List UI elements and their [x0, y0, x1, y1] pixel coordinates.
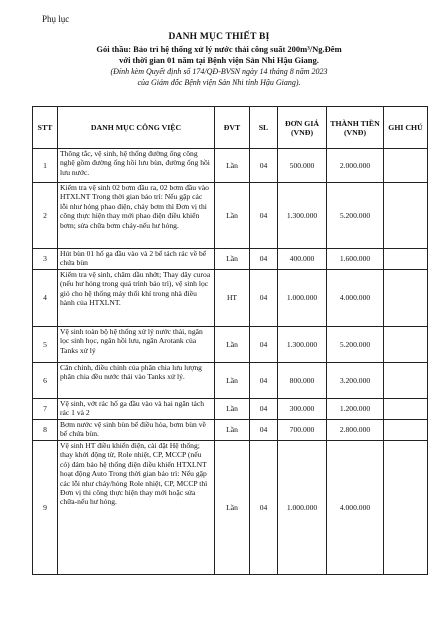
row-total: 4.000.000	[327, 441, 384, 575]
col-unit-header: ĐVT	[215, 107, 250, 149]
row-unit: Lần	[215, 399, 250, 420]
row-unit: Lần	[215, 183, 250, 249]
row-task: Hút bùn 01 hố ga đầu vào và 2 bể tách rác về bể chứa bùn	[58, 249, 215, 270]
table-row	[33, 420, 428, 441]
row-total: 1.200.000	[327, 399, 384, 420]
table-row	[33, 270, 428, 327]
row-unit-price: 800.000	[278, 363, 327, 399]
row-total: 2.000.000	[327, 149, 384, 183]
row-note	[384, 149, 428, 183]
row-note	[384, 270, 428, 327]
row-note	[384, 183, 428, 249]
col-stt-header: STT	[33, 107, 58, 149]
row-stt: 1	[33, 149, 58, 183]
appendix-label: Phụ lục	[42, 14, 70, 24]
row-stt: 2	[33, 183, 58, 249]
decision-line-2: của Giám đốc Bệnh viện Sản Nhi tỉnh Hậu Giang).	[137, 78, 301, 87]
row-stt: 5	[33, 327, 58, 363]
row-quantity: 04	[250, 183, 278, 249]
row-quantity: 04	[250, 270, 278, 327]
package-line-2: với thời gian 01 năm tại Bệnh viện Sản Nhi Hậu Giang.	[119, 55, 319, 65]
col-quantity-header: SL	[250, 107, 278, 149]
row-task: Vệ sinh HT điều khiển điện, cài đặt Hệ thống; thay khởi động từ, Role nhiệt, CP, MCCP (nếu có) đảm bảo hệ thống điện điều khiển HTXLNT hoạt động Auto Trong thời gian bảo trì: Nếu gặp các lỗi như cháy/hỏng Role nhiệt, CP, MCCP thì Đơn vị thi công thực hiện thay mới hoặc sửa chữa-nếu hư hỏng.	[58, 441, 215, 575]
row-total: 1.600.000	[327, 249, 384, 270]
row-unit-price: 1.300.000	[278, 183, 327, 249]
table-body	[33, 149, 428, 575]
table-row	[33, 399, 428, 420]
row-unit-price: 1.300.000	[278, 327, 327, 363]
row-unit-price: 700.000	[278, 420, 327, 441]
row-stt: 9	[33, 441, 58, 575]
row-stt: 8	[33, 420, 58, 441]
document-title: DANH MỤC THIẾT BỊ	[168, 32, 270, 42]
row-unit: HT	[215, 270, 250, 327]
row-unit-price: 1.000.000	[278, 270, 327, 327]
row-quantity: 04	[250, 399, 278, 420]
row-stt: 6	[33, 363, 58, 399]
row-unit: Lần	[215, 327, 250, 363]
row-unit: Lần	[215, 441, 250, 575]
row-stt: 4	[33, 270, 58, 327]
equipment-table	[32, 106, 428, 575]
row-total: 3.200.000	[327, 363, 384, 399]
row-quantity: 04	[250, 363, 278, 399]
table-row	[33, 363, 428, 399]
decision-line-1: (Đính kèm Quyết định số 174/QĐ-BVSN ngày 14 tháng 8 năm 2023	[110, 67, 328, 76]
table-row	[33, 249, 428, 270]
row-quantity: 04	[250, 441, 278, 575]
row-task: Vệ sinh, vớt rác hố ga đầu vào và hai ngăn tách rác 1 và 2	[58, 399, 215, 420]
row-unit-price: 300.000	[278, 399, 327, 420]
table-row	[33, 441, 428, 575]
row-quantity: 04	[250, 149, 278, 183]
col-task-header: DANH MỤC CÔNG VIỆC	[58, 107, 215, 149]
col-total-header: THÀNH TIỀN (VNĐ)	[327, 107, 384, 149]
table-row	[33, 149, 428, 183]
row-note	[384, 327, 428, 363]
row-note	[384, 420, 428, 441]
row-stt: 7	[33, 399, 58, 420]
row-quantity: 04	[250, 420, 278, 441]
row-unit: Lần	[215, 249, 250, 270]
row-total: 2.800.000	[327, 420, 384, 441]
package-line-1: Gói thầu: Bảo trì hệ thống xử lý nước thải công suất 200m³/Ng.Đêm	[96, 44, 342, 54]
row-note	[384, 441, 428, 575]
col-unit-price-header: ĐƠN GIÁ (VNĐ)	[278, 107, 327, 149]
col-note-header: GHI CHÚ	[384, 107, 428, 149]
row-unit: Lần	[215, 149, 250, 183]
row-task: Thông tắc, vệ sinh, hệ thống đường ống công nghệ gồm đường ống hồi lưu bùn, đường ống hồi lưu nước.	[58, 149, 215, 183]
row-task: Kiểm tra vệ sinh, châm dầu nhớt; Thay dây curoa (nếu hư hỏng trong quá trình bảo trì), vệ sinh lọc gió cho hệ thống máy thổi khí trong nhà điều hành của HTXLNT.	[58, 270, 215, 327]
row-task: Bơm nước vệ sinh bùn bể điều hòa, bơm bùn về bể chứa bùn.	[58, 420, 215, 441]
table-row	[33, 183, 428, 249]
row-task: Kiểm tra vệ sinh 02 bơm đầu ra, 02 bơm đầu vào HTXLNT Trong thời gian bảo trì: Nếu gặp các lỗi như hỏng phao điện, cháy bơm thì Đơn vị thi công thực hiện thay mới phao điện điều khiển bơm; sửa chữa bơm cháy-nếu hư hỏng.	[58, 183, 215, 249]
row-note	[384, 399, 428, 420]
row-total: 5.200.000	[327, 327, 384, 363]
row-quantity: 04	[250, 249, 278, 270]
row-stt: 3	[33, 249, 58, 270]
row-unit-price: 400.000	[278, 249, 327, 270]
row-unit: Lần	[215, 420, 250, 441]
row-total: 5.200.000	[327, 183, 384, 249]
row-unit-price: 1.000.000	[278, 441, 327, 575]
row-note	[384, 249, 428, 270]
row-unit-price: 500.000	[278, 149, 327, 183]
table-header-row	[33, 107, 428, 149]
row-task: Vệ sinh toàn bộ hệ thống xử lý nước thải, ngăn lọc sinh học, ngăn hồi lưu, ngăn Arotank của Tanks xử lý	[58, 327, 215, 363]
row-quantity: 04	[250, 327, 278, 363]
row-total: 4.000.000	[327, 270, 384, 327]
row-note	[384, 363, 428, 399]
table-row	[33, 327, 428, 363]
row-task: Cân chỉnh, điều chỉnh của phân chia lưu lượng phân chia đều nước thải vào Tanks xử lý.	[58, 363, 215, 399]
row-unit: Lần	[215, 363, 250, 399]
